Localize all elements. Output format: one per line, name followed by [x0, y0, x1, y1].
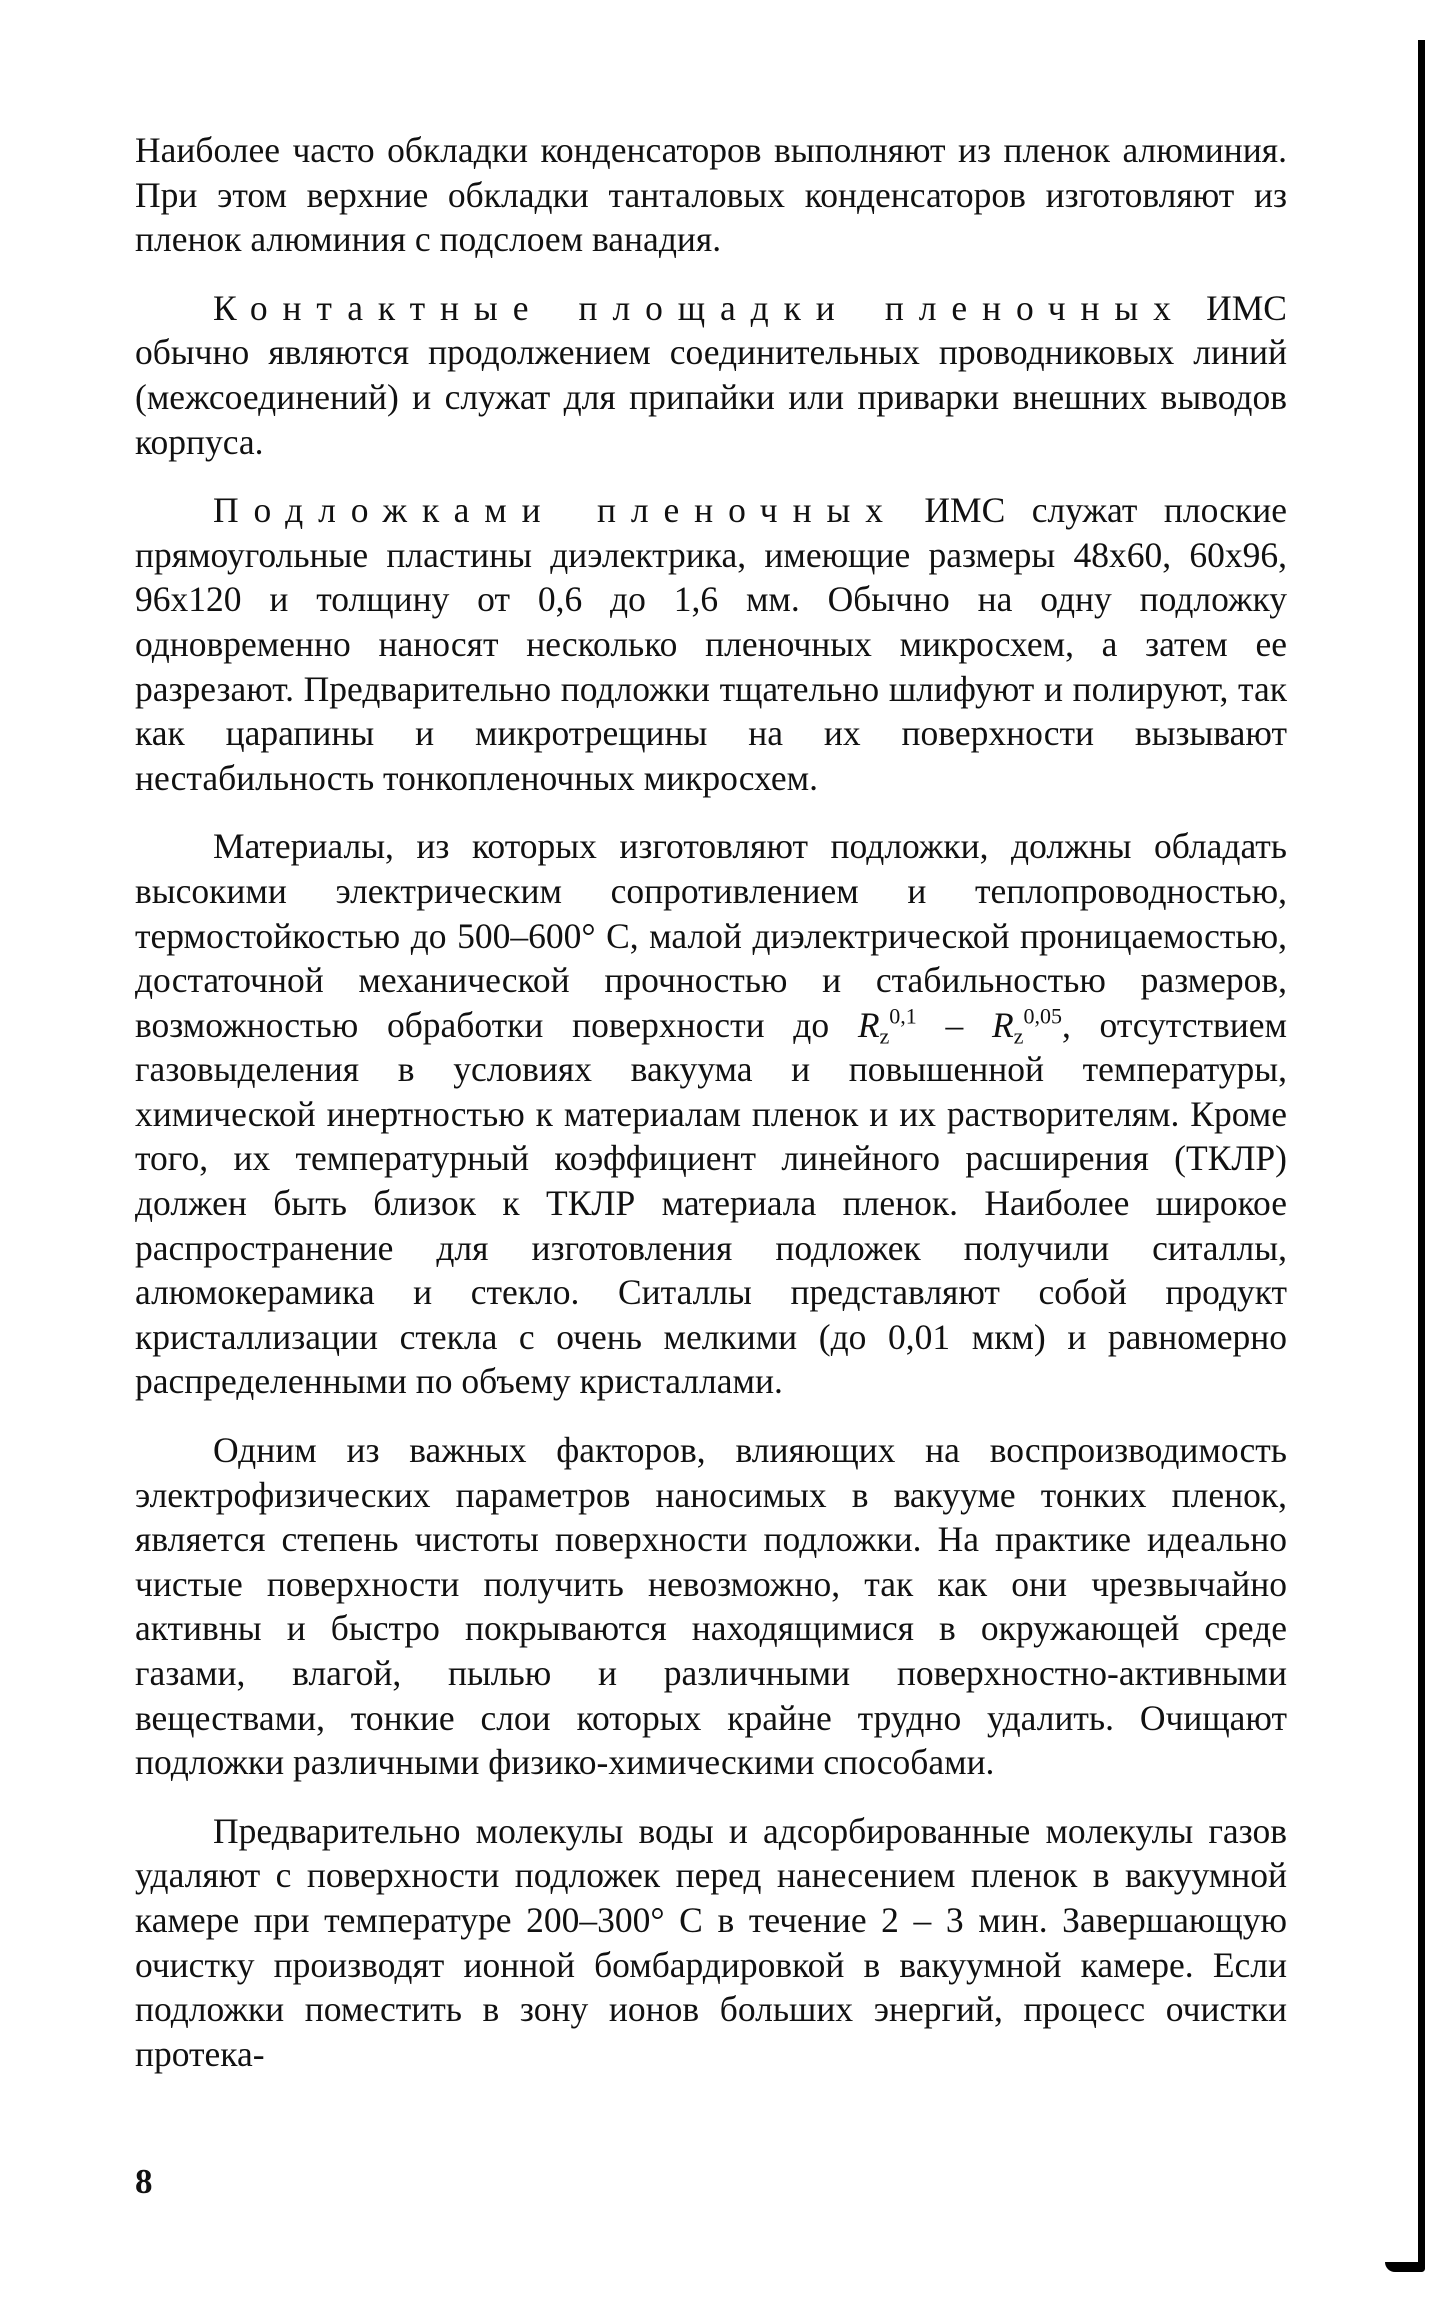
page-number: 8: [135, 2162, 153, 2201]
paragraph-materials-text-b: , отсутствием газовыделения в условиях вакуума и повышенной температуры, химической инертностью к материалам пленок и их растворителям. Кроме того, их температурный коэффициент линейного расширения (ТКЛР) должен быть близок к ТКЛР материала пленок. Наиболее широкое распространение для изготовления подложек получили ситаллы, алюмокерамика и стекло. Ситаллы представляют собой продукт кристаллизации стекла с очень мелкими (до 0,01 мкм) и равномерно распределенными по объему кристаллами.: [135, 1004, 1287, 1402]
roughness-subscript-2: z: [1013, 1023, 1024, 1049]
page-edge-shadow-corner: [1385, 2262, 1425, 2272]
roughness-exponent-1: 0,1: [889, 1003, 917, 1029]
paragraph-contact-pads-text: ИМС обычно являются продолжением соединительных проводниковых линий (межсоединений) и служат для припайки или приварки внешних выводов корпуса.: [135, 287, 1287, 462]
roughness-dash: –: [916, 1004, 992, 1045]
roughness-subscript-1: z: [879, 1023, 890, 1049]
term-contact-pads: Контактные площадки пленочных: [213, 287, 1186, 328]
roughness-symbol-1: R: [857, 1004, 880, 1045]
roughness-exponent-2: 0,05: [1023, 1003, 1062, 1029]
paragraph-materials-text-a: Материалы, из которых изготовляют подложки, должны обладать высокими электрическим сопротивлением и теплопроводностью, термостойкостью до 500–600° С, малой диэлектрической проницаемостью, достаточной механической прочностью и стабильностью размеров, возможностью обработки поверхности до: [135, 826, 1287, 1045]
paragraph-materials: [135, 824, 1287, 1404]
body-text: [135, 128, 1287, 2076]
paragraph-capacitor-plates: Наиболее часто обкладки конденсаторов выполняют из пленок алюминия. При этом верхние обкладки танталовых конденсаторов изготовляют из пленок алюминия с подслоем ванадия.: [135, 130, 1287, 260]
roughness-symbol-2: R: [991, 1004, 1014, 1045]
term-substrates: Подложками пленочных: [213, 490, 898, 531]
paragraph-substrates-text: ИМС служат плоские прямоугольные пластины диэлектрика, имеющие размеры 48x60, 60x96, 96x120 и толщину от 0,6 до 1,6 мм. Обычно на одну подложку одновременно наносят несколько пленочных микросхем, а затем ее разрезают. Предварительно подложки тщательно шлифуют и полируют, так как царапины и микротрещины на их поверхности вызывают нестабильность тонкопленочных микросхем.: [135, 490, 1287, 798]
paragraph-substrates: [135, 488, 1287, 800]
page-edge-shadow-right: [1418, 40, 1425, 2265]
paragraph-preliminary-cleaning: Предварительно молекулы воды и адсорбированные молекулы газов удаляют с поверхности подложек перед нанесением пленок в вакуумной камере при температуре 200–300° С в течение 2 – 3 мин. Завершающую очистку производят ионной бомбардировкой в вакуумной камере. Если подложки поместить в зону ионов больших энергий, процесс очистки протека-: [135, 1810, 1287, 2074]
paragraph-surface-cleanliness: Одним из важных факторов, влияющих на воспроизводимость электрофизических параметров наносимых в вакууме тонких пленок, является степень чистоты поверхности подложки. На практике идеально чистые поверхности получить невозможно, так как они чрезвычайно активны и быстро покрываются находящимися в окружающей среде газами, влагой, пылью и различными поверхностно-активными веществами, тонкие слои которых крайне трудно удалить. Очищают подложки различными физико-химическими способами.: [135, 1430, 1287, 1783]
paragraph-contact-pads: [135, 286, 1287, 464]
